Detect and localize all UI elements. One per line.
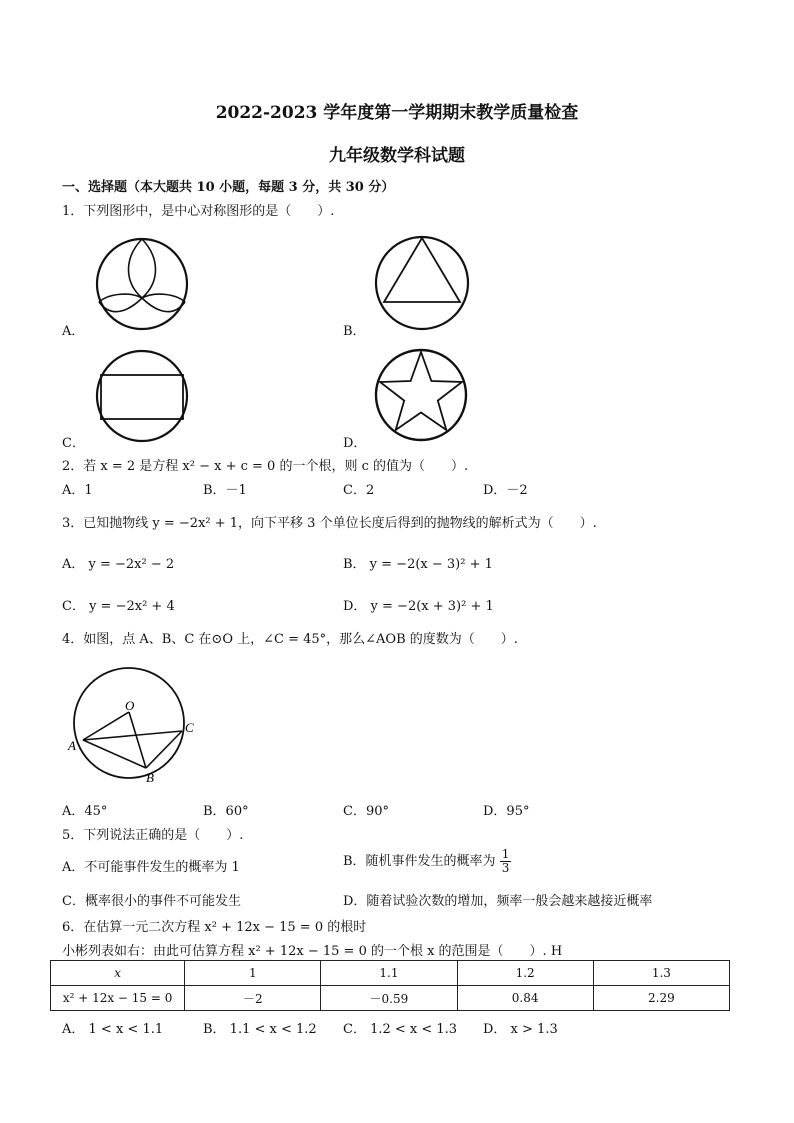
q1-figure-c xyxy=(94,349,190,443)
fraction-denominator: 3 xyxy=(501,861,510,875)
q4-option-a: A．45° xyxy=(62,804,108,819)
point-label-o: O xyxy=(125,698,135,713)
q3-stem: 3．已知抛物线 y = −2x² + 1，向下平移 3 个单位长度后得到的抛物线的解析式为（ ）. xyxy=(62,516,597,531)
fraction-numerator: 1 xyxy=(501,847,510,861)
table-cell: x xyxy=(51,961,185,986)
q6-option-d: D． x > 1.3 xyxy=(483,1022,558,1037)
table-cell: x² + 12x − 15 = 0 xyxy=(51,986,185,1011)
q1-stem: 1．下列图形中，是中心对称图形的是（ ）. xyxy=(62,204,335,219)
q2-option-a: A．1 xyxy=(62,483,93,498)
q5-option-b xyxy=(343,848,511,875)
q1-option-b: B． xyxy=(343,324,366,339)
q4-option-d: D．95° xyxy=(483,804,530,819)
q5-option-c: C．概率很小的事件不可能发生 xyxy=(62,894,241,909)
table-cell: 1.1 xyxy=(321,961,457,986)
table-row xyxy=(51,961,730,986)
q5-option-b-text: B．随机事件发生的概率为 xyxy=(343,854,496,869)
q2-option-b: B．－1 xyxy=(203,483,247,498)
table-cell: 0.84 xyxy=(457,986,593,1011)
point-label-b: B xyxy=(146,770,154,785)
q3-option-a: A． y = −2x² − 2 xyxy=(62,557,175,572)
q3-option-c: C． y = −2x² + 4 xyxy=(62,599,175,614)
exam-subtitle: 九年级数学科试题 xyxy=(329,146,465,166)
q1-figure-d xyxy=(374,348,468,442)
q5-stem: 5．下列说法正确的是（ ）. xyxy=(62,828,244,843)
q1-figure-b xyxy=(374,234,470,332)
q4-option-c: C．90° xyxy=(343,804,389,819)
q6-option-a: A． 1 < x < 1.1 xyxy=(62,1022,164,1037)
table-cell: 2.29 xyxy=(593,986,729,1011)
q2-option-c: C．2 xyxy=(343,483,375,498)
table-cell: 1.2 xyxy=(457,961,593,986)
q3-option-d: D． y = −2(x + 3)² + 1 xyxy=(343,599,494,614)
q5-option-d: D．随着试验次数的增加，频率一般会越来越接近概率 xyxy=(343,894,653,909)
q1-option-d: D． xyxy=(343,436,367,451)
q5-option-a: A．不可能事件发生的概率为 1 xyxy=(62,860,240,875)
q6-stem-line2: 小彬列表如右：由此可估算方程 x² + 12x − 15 = 0 的一个根 x 的范围是（ ）. H xyxy=(62,944,563,959)
q4-circle-figure xyxy=(66,660,206,790)
q1-option-a: A． xyxy=(62,324,85,339)
q1-option-c: C． xyxy=(62,436,85,451)
table-cell: －2 xyxy=(185,986,321,1011)
point-label-c: C xyxy=(185,720,194,735)
q6-value-table xyxy=(50,960,730,1011)
table-cell: 1 xyxy=(185,961,321,986)
q6-stem-line1: 6．在估算一元二次方程 x² + 12x − 15 = 0 的根时 xyxy=(62,920,367,935)
fraction-one-third xyxy=(500,848,512,875)
table-row xyxy=(51,986,730,1011)
point-label-a: A xyxy=(68,738,76,753)
q2-option-d: D．－2 xyxy=(483,483,528,498)
table-cell: －0.59 xyxy=(321,986,457,1011)
q6-option-c: C． 1.2 < x < 1.3 xyxy=(343,1022,458,1037)
section-heading: 一、选择题（本大题共 10 小题，每题 3 分，共 30 分） xyxy=(62,180,395,195)
q4-stem: 4．如图，点 A、B、C 在⊙O 上，∠C = 45°，那么∠AOB 的度数为（ ）. xyxy=(62,632,518,647)
q3-option-b: B． y = −2(x − 3)² + 1 xyxy=(343,557,493,572)
table-cell: 1.3 xyxy=(593,961,729,986)
q1-figure-a xyxy=(94,236,190,332)
q4-option-b: B．60° xyxy=(203,804,249,819)
q6-option-b: B． 1.1 < x < 1.2 xyxy=(203,1022,317,1037)
q2-stem: 2．若 x = 2 是方程 x² − x + c = 0 的一个根，则 c 的值为（ ）. xyxy=(62,459,469,474)
exam-title: 2022-2023 学年度第一学期期末教学质量检查 xyxy=(215,103,579,123)
